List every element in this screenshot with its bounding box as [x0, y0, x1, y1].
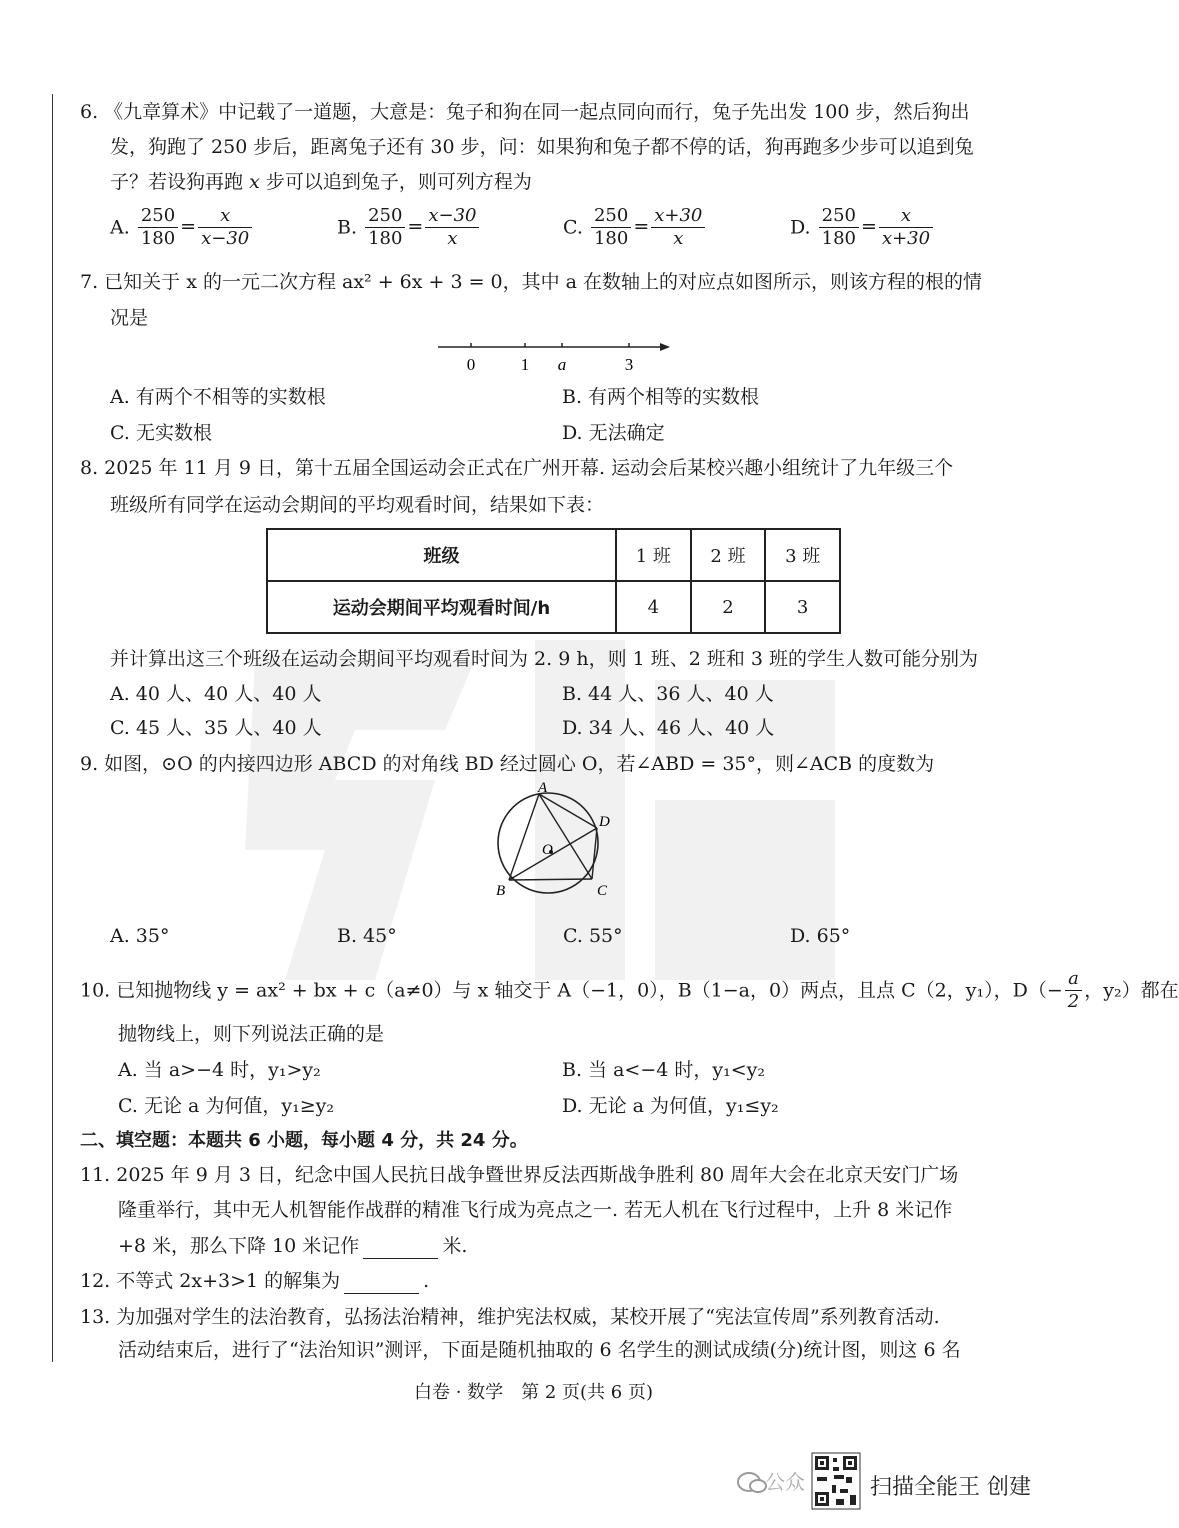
q6-option-a: A. $\frac{250}{180}$ = $\frac{x}{x-30}$: [110, 205, 254, 250]
point-label-d: D: [599, 814, 610, 830]
q8-line1: 8. 2025 年 11 月 9 日，第十五届全国运动会正式在广州开幕. 运动会后某校兴趣小组统计了九年级三个: [80, 457, 954, 479]
page-margin-rule: [52, 94, 53, 1362]
q7-line2: 况是: [110, 307, 149, 329]
scanner-caption: 扫描全能王 创建: [870, 1475, 1031, 1500]
page-footer: 白卷 · 数学 第 2 页(共 6 页): [414, 1382, 654, 1403]
q8-line2: 班级所有同学在运动会期间的平均观看时间，结果如下表：: [110, 494, 605, 516]
point-label-c: C: [597, 883, 608, 899]
q10-option-d: D. 无论 a 为何值，y₁≤y₂: [562, 1095, 779, 1117]
segment-ac: [539, 794, 592, 879]
wechat-prefix: 公众: [765, 1470, 805, 1494]
q8-option-a: A. 40 人、40 人、40 人: [110, 683, 322, 705]
number-line-arrow: [660, 343, 670, 351]
q7-option-a: A. 有两个不相等的实数根: [110, 386, 326, 408]
q6-line1: 6. 《九章算术》中记载了一道题，大意是：兔子和狗在同一起点同向而行，兔子先出发 100 步，然后狗出: [80, 101, 970, 123]
table-cell: 4: [616, 581, 691, 633]
axis-label-3: 3: [624, 355, 634, 374]
q10-option-c: C. 无论 a 为何值，y₁≥y₂: [118, 1095, 334, 1117]
table-row: [267, 581, 840, 633]
table-header-cell: 1 班: [616, 529, 691, 581]
q8-option-b: B. 44 人、36 人、40 人: [562, 683, 774, 705]
q6-line2: 发，狗跑了 250 步后，距离兔子还有 30 步，问：如果狗和兔子都不停的话，狗再跑多少步可以追到兔: [110, 136, 974, 158]
q10-line1: 10. 已知抛物线 y = ax² + bx + c（a≠0）与 x 轴交于 A（−1，0），B（1−a，0）两点，且点 C（2，y₁），D（− $\frac{a}{2}$ ，y₂）都在: [80, 968, 1179, 1012]
q6-option-c: C. $\frac{250}{180}$ = $\frac{x+30}{x}$: [563, 205, 707, 250]
table-cell: 运动会期间平均观看时间/h: [267, 581, 616, 633]
q10-option-a: A. 当 a>−4 时，y₁>y₂: [118, 1059, 321, 1081]
table-header-cell: 2 班: [691, 529, 766, 581]
number-line-figure: [430, 335, 680, 380]
section-heading: 二、填空题：本题共 6 小题，每小题 4 分，共 24 分。: [80, 1130, 528, 1151]
q11-line1: 11. 2025 年 9 月 3 日，纪念中国人民抗日战争暨世界反法西斯战争胜利 80 周年大会在北京天安门广场: [80, 1164, 959, 1186]
axis-label-1: 1: [520, 355, 530, 374]
segment-bd: [509, 828, 597, 880]
q12-line1: 12. 不等式 2x+3>1 的解集为 .: [80, 1270, 430, 1292]
segment-ad: [539, 794, 597, 828]
q10-option-b: B. 当 a<−4 时，y₁<y₂: [562, 1059, 765, 1081]
circle-figure: [485, 780, 620, 905]
q7-option-c: C. 无实数根: [110, 422, 212, 444]
point-label-b: B: [496, 883, 506, 899]
answer-blank[interactable]: [344, 1269, 419, 1294]
axis-label-0: 0: [466, 355, 476, 374]
table-row: [267, 529, 840, 581]
q6-option-d: D. $\frac{250}{180}$ = $\frac{x}{x+30}$: [790, 205, 935, 250]
q8-option-d: D. 34 人、46 人、40 人: [562, 717, 775, 739]
q9-line1: 9. 如图，⊙O 的内接四边形 ABCD 的对角线 BD 经过圆心 O，若∠ABD = 35°，则∠ACB 的度数为: [80, 753, 935, 775]
point-label-o: O: [542, 842, 553, 858]
q9-option-b: B. 45°: [337, 925, 397, 947]
q11-line3: +8 米，那么下降 10 米记作 米.: [118, 1235, 468, 1257]
q6-option-b: B. $\frac{250}{180}$ = $\frac{x-30}{x}$: [337, 205, 481, 250]
segment-bc: [509, 879, 592, 880]
q9-option-a: A. 35°: [110, 925, 170, 947]
q9-option-c: C. 55°: [563, 925, 623, 947]
point-label-a: A: [538, 780, 548, 796]
table-header-cell: 班级: [267, 529, 616, 581]
table-cell: 3: [765, 581, 840, 633]
table-cell: 2: [691, 581, 766, 633]
q6-line3: 子？若设狗再跑 x 步可以追到兔子，则可列方程为: [110, 171, 532, 193]
q10-line2: 抛物线上，则下列说法正确的是: [118, 1023, 385, 1045]
table-header-cell: 3 班: [765, 529, 840, 581]
q9-option-d: D. 65°: [790, 925, 851, 947]
q8-line3: 并计算出这三个班级在运动会期间平均观看时间为 2. 9 h，则 1 班、2 班和 3 班的学生人数可能分别为: [110, 648, 979, 670]
qr-code-icon[interactable]: [812, 1453, 860, 1509]
q8-table: [266, 528, 841, 634]
q13-line1: 13. 为加强对学生的法治教育，弘扬法治精神，维护宪法权威，某校开展了“宪法宣传周”系列教育活动.: [80, 1306, 940, 1328]
q7-option-b: B. 有两个相等的实数根: [562, 386, 760, 408]
q8-option-c: C. 45 人、35 人、40 人: [110, 717, 322, 739]
answer-blank[interactable]: [363, 1234, 438, 1259]
q7-line1: 7. 已知关于 x 的一元二次方程 ax² + 6x + 3 = 0，其中 a 在数轴上的对应点如图所示，则该方程的根的情: [80, 271, 983, 293]
q13-line2: 活动结束后，进行了“法治知识”测评，下面是随机抽取的 6 名学生的测试成绩(分)统计图，则这 6 名: [118, 1339, 961, 1361]
q11-line2: 隆重举行，其中无人机智能作战群的精准飞行成为亮点之一. 若无人机在飞行过程中，上升 8 米记作: [118, 1199, 953, 1221]
axis-label-a: a: [557, 355, 567, 374]
q7-option-d: D. 无法确定: [562, 422, 665, 444]
